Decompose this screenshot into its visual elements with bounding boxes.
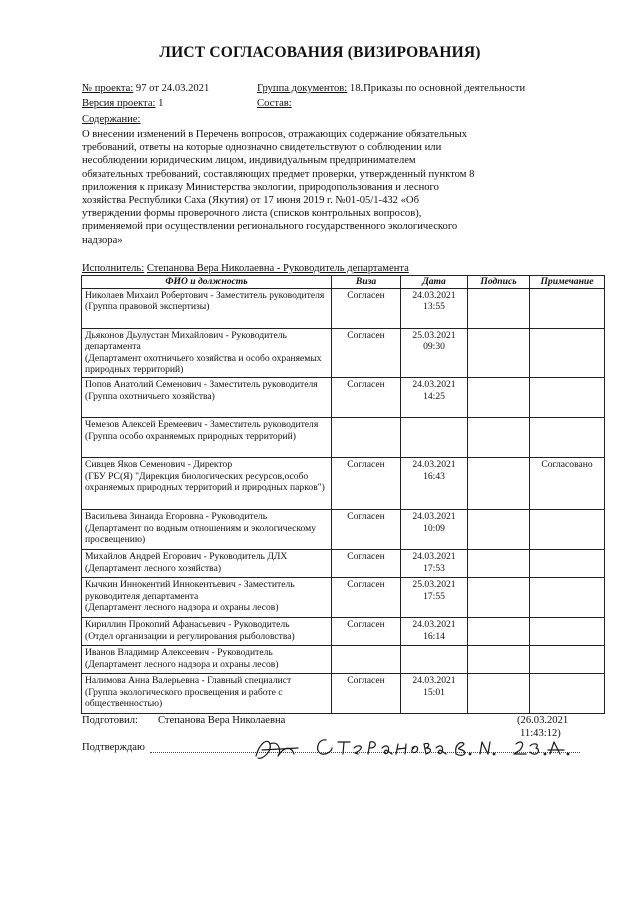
- document-group-label: Группа документов:: [257, 83, 348, 94]
- table-row: [82, 673, 605, 713]
- cell-note: [530, 577, 605, 617]
- cell-fio: Попов Анатолий Семенович - Заместитель руководителя (Группа охотничьего хозяйства): [82, 377, 332, 417]
- cell-fio: Кириллин Прокопий Афанасьевич - Руководитель (Отдел организации и регулирования рыболовства): [82, 617, 332, 645]
- cell-fio: Сивцев Яков Семенович - Директор (ГБУ РС(Я) "Дирекция биологических ресурсов,особо охраняемых природных территорий и природных парков"): [82, 457, 332, 509]
- cell-viza: Согласен: [332, 457, 401, 509]
- cell-viza: Согласен: [332, 673, 401, 713]
- table-row: [82, 417, 605, 457]
- cell-fio: Васильева Зинаида Егоровна - Руководитель (Департамент по водным отношениям и экологическому просвещению): [82, 509, 332, 549]
- cell-signature: [468, 617, 530, 645]
- prepared-time: 11:43:12): [520, 728, 561, 739]
- cell-viza: Согласен: [332, 509, 401, 549]
- document-group-value: 18.Приказы по основной деятельности: [349, 83, 526, 94]
- cell-date: 24.03.2021 16:14: [401, 617, 468, 645]
- cell-note: [530, 673, 605, 713]
- cell-viza: Согласен: [332, 549, 401, 577]
- cell-date: 25.03.2021 17:55: [401, 577, 468, 617]
- cell-fio: Чемезов Алексей Еремеевич - Заместитель руководителя (Группа особо охраняемых природных территорий): [82, 417, 332, 457]
- header-viza: Виза: [332, 276, 401, 289]
- table-row: [82, 577, 605, 617]
- cell-date: 24.03.2021 13:55: [401, 288, 468, 328]
- header-date: Дата: [401, 276, 468, 289]
- cell-signature: [468, 509, 530, 549]
- cell-note: [530, 509, 605, 549]
- content-text: О внесении изменений в Перечень вопросов, отражающих содержание обязательных требований, ответы на которые однозначно свидетельствуют о соблюдении или несоблюдении юридическим лицом, индивидуальным предпринимателем обязательных требований, составляющих предмет проверки, утвержденный пунктом 8 приложения к приказу Министерства экологии, природопользования и лесного хозяйства Республики Саха (Якутия) от 17 июня 2019 г. №01-05/1-432 «Об утверждении формы проверочного листа (списков контрольных вопросов), применяемой при осуществлении регионального государственного экологического надзора»: [82, 129, 475, 246]
- table-row: [82, 328, 605, 377]
- prepared-by-name: Степанова Вера Николаевна: [158, 715, 286, 726]
- signature-icon: [248, 730, 578, 766]
- table-row: [82, 549, 605, 577]
- handwritten-signature: [248, 730, 578, 766]
- cell-signature: [468, 377, 530, 417]
- executor-label: Исполнитель:: [82, 263, 145, 274]
- project-version-label: Версия проекта:: [82, 98, 156, 109]
- cell-fio: Налимова Анна Валерьевна - Главный специалист (Группа экологического просвещения и работе с общественностью): [82, 673, 332, 713]
- confirm-label: Подтверждаю: [82, 742, 145, 753]
- cell-viza: Согласен: [332, 577, 401, 617]
- cell-date: [401, 645, 468, 673]
- composition-label: Состав:: [257, 98, 292, 109]
- executor: [82, 262, 409, 275]
- cell-fio: Кычкин Иннокентий Иннокентьевич - Заместитель руководителя департамента (Департамент лесного надзора и охраны лесов): [82, 577, 332, 617]
- table-row: [82, 457, 605, 509]
- cell-viza: [332, 645, 401, 673]
- cell-note: [530, 288, 605, 328]
- cell-viza: Согласен: [332, 328, 401, 377]
- prepared-by: [82, 714, 138, 727]
- project-version: [82, 97, 163, 110]
- cell-note: Согласовано: [530, 457, 605, 509]
- cell-date: 24.03.2021 16:43: [401, 457, 468, 509]
- cell-note: [530, 549, 605, 577]
- cell-signature: [468, 417, 530, 457]
- content-label: Содержание:: [82, 114, 141, 125]
- cell-date: 25.03.2021 09:30: [401, 328, 468, 377]
- cell-viza: Согласен: [332, 288, 401, 328]
- prepared-label: Подготовил:: [82, 715, 138, 726]
- cell-fio: Николаев Михаил Робертович - Заместитель руководителя (Группа правовой экспертизы): [82, 288, 332, 328]
- table-row: [82, 617, 605, 645]
- cell-date: 24.03.2021 17:53: [401, 549, 468, 577]
- cell-date: [401, 417, 468, 457]
- table-row: [82, 288, 605, 328]
- cell-viza: Согласен: [332, 617, 401, 645]
- header-fio: ФИО и должность: [82, 276, 332, 289]
- approval-table: [81, 275, 605, 714]
- page-title: ЛИСТ СОГЛАСОВАНИЯ (ВИЗИРОВАНИЯ): [159, 44, 481, 61]
- executor-value: Степанова Вера Николаевна - Руководитель департамента: [146, 263, 409, 274]
- cell-note: [530, 377, 605, 417]
- cell-date: 24.03.2021 14:25: [401, 377, 468, 417]
- content-heading: [82, 113, 140, 126]
- project-version-value: 1: [158, 98, 164, 109]
- cell-note: [530, 617, 605, 645]
- project-number: [82, 82, 209, 95]
- table-header-row: [82, 276, 605, 289]
- header-signature: Подпись: [468, 276, 530, 289]
- cell-signature: [468, 288, 530, 328]
- table-row: [82, 509, 605, 549]
- cell-signature: [468, 673, 530, 713]
- prepared-date: (26.03.2021: [517, 715, 569, 726]
- cell-date: 24.03.2021 10:09: [401, 509, 468, 549]
- composition: [257, 97, 292, 110]
- cell-viza: Согласен: [332, 377, 401, 417]
- cell-signature: [468, 457, 530, 509]
- project-number-value: 97 от 24.03.2021: [135, 83, 210, 94]
- cell-date: 24.03.2021 15:01: [401, 673, 468, 713]
- header-note: Примечание: [530, 276, 605, 289]
- project-number-label: № проекта:: [82, 83, 134, 94]
- cell-note: [530, 645, 605, 673]
- cell-signature: [468, 549, 530, 577]
- cell-fio: Дьяконов Дьулустан Михайлович - Руководитель департамента (Департамент охотничьего хозяйства и особо охраняемых природных территорий): [82, 328, 332, 377]
- cell-signature: [468, 645, 530, 673]
- table-row: [82, 377, 605, 417]
- cell-note: [530, 328, 605, 377]
- cell-fio: Иванов Владимир Алексеевич - Руководитель (Департамент лесного надзора и охраны лесов): [82, 645, 332, 673]
- cell-note: [530, 417, 605, 457]
- cell-signature: [468, 577, 530, 617]
- document-group: [257, 82, 525, 95]
- cell-viza: [332, 417, 401, 457]
- cell-fio: Михайлов Андрей Егорович - Руководитель ДЛХ (Департамент лесного хозяйства): [82, 549, 332, 577]
- cell-signature: [468, 328, 530, 377]
- table-row: [82, 645, 605, 673]
